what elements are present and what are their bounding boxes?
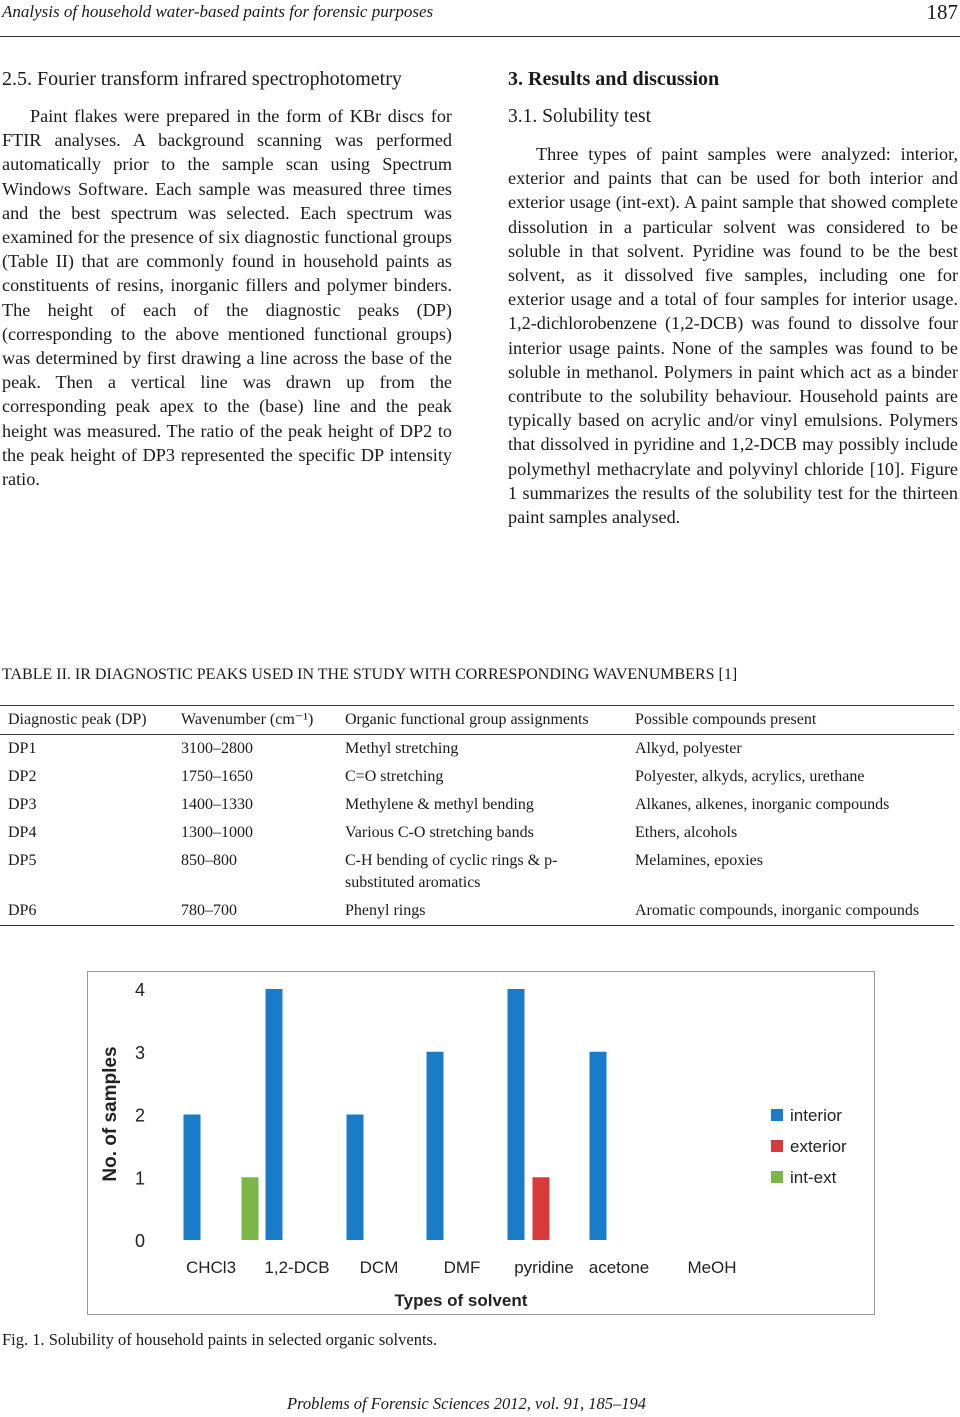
table-cell: C-H bending of cyclic rings & p-substituted aromatics <box>345 852 558 891</box>
table-caption: TABLE II. IR DIAGNOSTIC PEAKS USED IN THE STUDY WITH CORRESPONDING WAVENUMBERS [1] <box>2 666 738 683</box>
table-cell: Methylene & methyl bending <box>345 796 534 813</box>
table-cell: Ethers, alcohols <box>635 824 738 841</box>
x-tick-label: 1,2-DCB <box>264 1258 330 1277</box>
table-cell: DP4 <box>8 824 37 841</box>
table-cell: Polyester, alkyds, acrylics, urethane <box>635 768 865 785</box>
right-column <box>508 66 958 529</box>
x-tick-label: CHCl3 <box>185 1258 237 1277</box>
bar-interior-1,2-DCB <box>266 989 283 1240</box>
table-cell: 1750–1650 <box>181 768 253 785</box>
table-cell: Alkyd, polyester <box>635 740 742 757</box>
table-cell: Alkanes, alkenes, inorganic compounds <box>635 796 890 813</box>
table-cell: DP3 <box>8 796 37 813</box>
bar-interior-CHCl3 <box>184 1115 201 1241</box>
y-tick-label: 1 <box>134 1168 146 1189</box>
table-cell: 1400–1330 <box>181 796 253 813</box>
column-header: Possible compounds present <box>627 706 954 735</box>
table-row <box>0 735 954 764</box>
x-tick-label: MeOH <box>687 1258 737 1277</box>
figure-solubility-chart <box>87 971 875 1315</box>
y-tick-label: 2 <box>134 1105 146 1126</box>
running-title: Analysis of household water-based paints for forensic purposes <box>2 2 434 21</box>
table-cell: DP6 <box>0 897 173 926</box>
section-heading-results: 3. Results and discussion <box>508 68 720 90</box>
y-tick-label: 4 <box>134 980 146 1000</box>
table-cell: DP5 <box>8 852 37 869</box>
x-axis-label: Types of solvent <box>394 1291 528 1310</box>
table-cell: Melamines, epoxies <box>635 852 763 869</box>
diagnostic-peaks-table <box>0 705 954 926</box>
solubility-paragraph: Three types of paint samples were analyzed: interior, exterior and paints that can be used for both interior and exterior usage (int-ext). A paint sample that showed complete dissolution in a particular solvent was considered to be soluble in that solvent. Pyridine was found to be the best solvent, as it dissolved five samples, including one for exterior usage and a total of four samples for interior usage. 1,2-dichlorobenzene (1,2-DCB) was found to dissolve four interior usage paints. None of the samples was found to be soluble in methanol. Polymers in paint which act as a binder contribute to the solubility behaviour. Household paints are typically based on acrylic and/or vinyl emulsions. Polymers that dissolved in pyridine and 1,2-DCB may possibly include polymethyl methacrylate and polyvinyl chloride [10]. Figure 1 summarizes the results of the solubility test for the thirteen paint samples analysed. <box>508 144 958 528</box>
column-header: Diagnostic peak (DP) <box>0 706 173 735</box>
x-tick-label: pyridine <box>514 1258 574 1277</box>
page-number: 187 <box>926 0 958 24</box>
subsection-heading-solubility: 3.1. Solubility test <box>508 106 652 127</box>
bar-interior-DCM <box>347 1115 364 1241</box>
column-header: Wavenumber (cm⁻¹) <box>173 706 337 735</box>
y-tick-label: 0 <box>134 1231 146 1251</box>
x-tick-label: acetone <box>588 1258 650 1277</box>
table-cell: 850–800 <box>181 852 237 869</box>
running-header <box>0 0 960 37</box>
table-cell: C=O stretching <box>345 768 444 785</box>
bar-interior-acetone <box>590 1052 607 1240</box>
table-cell: DP1 <box>8 740 37 757</box>
table-cell: 780–700 <box>173 897 337 926</box>
y-tick-label: 3 <box>134 1042 146 1063</box>
legend-swatch-int-ext <box>771 1171 783 1183</box>
table-row <box>0 791 954 819</box>
table-row <box>0 897 954 926</box>
table-cell: Aromatic compounds, inorganic compounds <box>627 897 954 926</box>
y-axis-label: No. of samples <box>100 1046 121 1182</box>
legend-label: interior <box>790 1106 842 1125</box>
table-row <box>0 819 954 847</box>
legend-swatch-interior <box>771 1109 783 1121</box>
bar-int-ext-CHCl3 <box>242 1177 259 1240</box>
table-cell: 1300–1000 <box>181 824 253 841</box>
legend-swatch-exterior <box>771 1140 783 1152</box>
ftir-paragraph: Paint flakes were prepared in the form of KBr discs for FTIR analyses. A background scanning was performed automatically prior to the sample scan using Spectrum Windows Software. Each sample was measured three times and the best spectrum was selected. Each spectrum was examined for the presence of six diagnostic functional groups (Table II) that are commonly found in household paints as constituents of resins, inorganic fillers and polymer binders. The height of each of the diagnostic peaks (DP) (corresponding to the above mentioned functional groups) was determined by first drawing a line across the base of the peak. Then a vertical line was drawn up from the corresponding peak apex to the (base) line and the peak height was measured. The ratio of the peak height of DP2 to the peak height of DP3 represented the specific DP intensity ratio. <box>2 106 452 490</box>
x-tick-label: DMF <box>443 1258 481 1277</box>
table-cell: 3100–2800 <box>181 740 253 757</box>
table-cell: Methyl stretching <box>345 740 459 757</box>
bar-interior-DMF <box>427 1052 444 1240</box>
table-row <box>0 847 954 897</box>
bar-interior-pyridine <box>508 989 525 1240</box>
table-cell: Various C-O stretching bands <box>345 824 534 841</box>
table-header-row <box>0 706 954 735</box>
column-header: Organic functional group assignments <box>337 706 627 735</box>
bar-chart <box>88 972 874 1314</box>
left-column <box>2 66 452 491</box>
figure-caption: Fig. 1. Solubility of household paints in selected organic solvents. <box>2 1330 438 1349</box>
table-cell: DP2 <box>8 768 37 785</box>
x-tick-label: DCM <box>359 1258 399 1277</box>
section-heading-ftir: 2.5. Fourier transform infrared spectrophotometry <box>2 68 402 90</box>
bar-exterior-pyridine <box>533 1177 550 1240</box>
legend-label: exterior <box>790 1137 847 1156</box>
running-footer: Problems of Forensic Sciences 2012, vol. 91, 185–194 <box>287 1394 646 1413</box>
legend-label: int-ext <box>790 1168 837 1187</box>
table-cell: Phenyl rings <box>337 897 627 926</box>
table-row <box>0 763 954 791</box>
